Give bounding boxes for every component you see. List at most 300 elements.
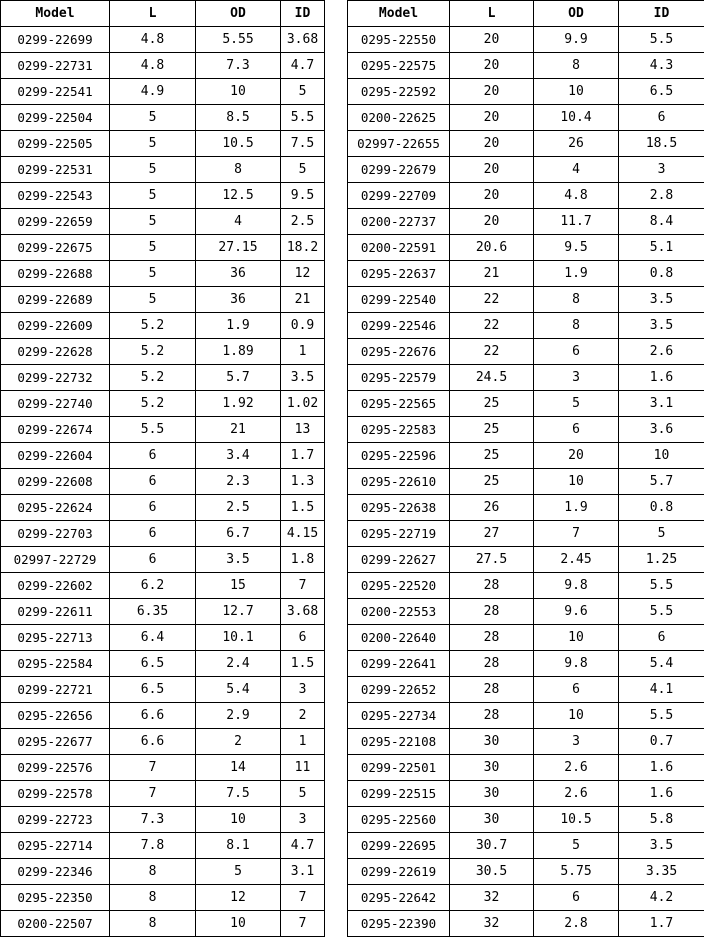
id-cell: 1 (281, 339, 325, 365)
od-cell: 8.5 (196, 105, 281, 131)
model-cell: 0295-22520 (348, 573, 450, 599)
od-cell: 5 (196, 859, 281, 885)
model-cell: 0299-22688 (1, 261, 110, 287)
table-row (348, 261, 704, 287)
table-row (348, 547, 704, 573)
l-cell: 20.6 (450, 235, 534, 261)
od-cell: 5 (534, 391, 619, 417)
od-cell: 10 (534, 625, 619, 651)
id-cell: 6.5 (619, 79, 704, 105)
id-cell: 12 (281, 261, 325, 287)
table-row (1, 183, 325, 209)
l-cell: 5.2 (110, 313, 196, 339)
table-row (348, 781, 704, 807)
l-cell: 32 (450, 911, 534, 937)
l-cell: 5 (110, 209, 196, 235)
l-cell: 20 (450, 27, 534, 53)
id-cell: 2.8 (619, 183, 704, 209)
model-cell: 0295-22610 (348, 469, 450, 495)
id-cell: 4.1 (619, 677, 704, 703)
table-row (1, 703, 325, 729)
table-row (348, 755, 704, 781)
l-cell: 24.5 (450, 365, 534, 391)
id-cell: 5.5 (619, 703, 704, 729)
od-cell: 21 (196, 417, 281, 443)
id-cell: 5.5 (619, 573, 704, 599)
table-row (348, 911, 704, 937)
model-cell: 0299-22619 (348, 859, 450, 885)
header-od: OD (534, 1, 619, 27)
model-cell: 0299-22659 (1, 209, 110, 235)
id-cell: 3.1 (619, 391, 704, 417)
model-cell: 0299-22609 (1, 313, 110, 339)
l-cell: 6.5 (110, 677, 196, 703)
l-cell: 28 (450, 703, 534, 729)
l-cell: 5.2 (110, 391, 196, 417)
table-row (1, 911, 325, 937)
model-cell: 0299-22731 (1, 53, 110, 79)
od-cell: 1.9 (534, 495, 619, 521)
table-row (1, 859, 325, 885)
model-cell: 0299-22709 (348, 183, 450, 209)
table-row (348, 365, 704, 391)
l-cell: 27 (450, 521, 534, 547)
od-cell: 26 (534, 131, 619, 157)
od-cell: 1.9 (534, 261, 619, 287)
table-row (1, 53, 325, 79)
od-cell: 10.4 (534, 105, 619, 131)
model-cell: 0299-22504 (1, 105, 110, 131)
l-cell: 5 (110, 287, 196, 313)
l-cell: 6.2 (110, 573, 196, 599)
model-cell: 0295-22108 (348, 729, 450, 755)
id-cell: 0.8 (619, 495, 704, 521)
model-cell: 0200-22640 (348, 625, 450, 651)
od-cell: 6.7 (196, 521, 281, 547)
model-cell: 0295-22677 (1, 729, 110, 755)
l-cell: 30.5 (450, 859, 534, 885)
table-row (1, 443, 325, 469)
model-cell: 0299-22674 (1, 417, 110, 443)
id-cell: 1.25 (619, 547, 704, 573)
table-row (348, 27, 704, 53)
id-cell: 3.6 (619, 417, 704, 443)
od-cell: 12 (196, 885, 281, 911)
model-cell: 0299-22608 (1, 469, 110, 495)
model-cell: 0295-22624 (1, 495, 110, 521)
l-cell: 25 (450, 391, 534, 417)
model-cell: 0299-22740 (1, 391, 110, 417)
l-cell: 20 (450, 209, 534, 235)
l-cell: 32 (450, 885, 534, 911)
od-cell: 9.8 (534, 651, 619, 677)
id-cell: 1.8 (281, 547, 325, 573)
table-row (1, 547, 325, 573)
od-cell: 9.6 (534, 599, 619, 625)
id-cell: 2.5 (281, 209, 325, 235)
od-cell: 15 (196, 573, 281, 599)
id-cell: 4.15 (281, 521, 325, 547)
id-cell: 5.8 (619, 807, 704, 833)
id-cell: 5.1 (619, 235, 704, 261)
spec-table-left (0, 0, 325, 937)
table-row (348, 53, 704, 79)
table-row (1, 677, 325, 703)
model-cell: 0200-22553 (348, 599, 450, 625)
table-row (1, 599, 325, 625)
table-row (348, 651, 704, 677)
od-cell: 4 (196, 209, 281, 235)
table-row (348, 677, 704, 703)
model-cell: 0200-22591 (348, 235, 450, 261)
l-cell: 30 (450, 755, 534, 781)
l-cell: 25 (450, 443, 534, 469)
table-row (1, 521, 325, 547)
table-row (348, 313, 704, 339)
id-cell: 3.5 (281, 365, 325, 391)
id-cell: 4.7 (281, 53, 325, 79)
id-cell: 1 (281, 729, 325, 755)
model-cell: 0295-22560 (348, 807, 450, 833)
model-cell: 0299-22652 (348, 677, 450, 703)
table-row (1, 261, 325, 287)
l-cell: 6.4 (110, 625, 196, 651)
id-cell: 5 (281, 781, 325, 807)
table-row (348, 885, 704, 911)
model-cell: 02997-22655 (348, 131, 450, 157)
l-cell: 30 (450, 807, 534, 833)
id-cell: 3.1 (281, 859, 325, 885)
id-cell: 1.3 (281, 469, 325, 495)
od-cell: 2.8 (534, 911, 619, 937)
model-cell: 0295-22714 (1, 833, 110, 859)
l-cell: 30 (450, 729, 534, 755)
l-cell: 28 (450, 651, 534, 677)
l-cell: 4.9 (110, 79, 196, 105)
model-cell: 0299-22505 (1, 131, 110, 157)
od-cell: 20 (534, 443, 619, 469)
l-cell: 28 (450, 599, 534, 625)
table-row (348, 599, 704, 625)
l-cell: 22 (450, 313, 534, 339)
l-cell: 22 (450, 287, 534, 313)
od-cell: 10 (196, 807, 281, 833)
od-cell: 6 (534, 417, 619, 443)
table-row (348, 157, 704, 183)
od-cell: 11.7 (534, 209, 619, 235)
id-cell: 11 (281, 755, 325, 781)
model-cell: 0299-22546 (348, 313, 450, 339)
header-id: ID (619, 1, 704, 27)
l-cell: 5.2 (110, 365, 196, 391)
id-cell: 6 (619, 105, 704, 131)
od-cell: 12.5 (196, 183, 281, 209)
model-cell: 0299-22604 (1, 443, 110, 469)
l-cell: 8 (110, 859, 196, 885)
model-cell: 0299-22628 (1, 339, 110, 365)
od-cell: 3 (534, 365, 619, 391)
id-cell: 1.6 (619, 781, 704, 807)
id-cell: 7 (281, 885, 325, 911)
model-cell: 0295-22734 (348, 703, 450, 729)
header-od: OD (196, 1, 281, 27)
table-row (1, 209, 325, 235)
table-row (1, 755, 325, 781)
od-cell: 7.5 (196, 781, 281, 807)
id-cell: 2 (281, 703, 325, 729)
model-cell: 0295-22638 (348, 495, 450, 521)
id-cell: 0.8 (619, 261, 704, 287)
od-cell: 5.55 (196, 27, 281, 53)
spec-table-right (347, 0, 704, 937)
od-cell: 2 (196, 729, 281, 755)
od-cell: 6 (534, 885, 619, 911)
model-cell: 0295-22592 (348, 79, 450, 105)
od-cell: 5.7 (196, 365, 281, 391)
id-cell: 5 (619, 521, 704, 547)
table-row (348, 443, 704, 469)
id-cell: 1.6 (619, 755, 704, 781)
od-cell: 10 (534, 469, 619, 495)
table-row (348, 235, 704, 261)
od-cell: 27.15 (196, 235, 281, 261)
id-cell: 4.3 (619, 53, 704, 79)
model-cell: 0299-22501 (348, 755, 450, 781)
od-cell: 10 (196, 79, 281, 105)
table-row (348, 833, 704, 859)
table-body-left (1, 27, 325, 937)
od-cell: 10.5 (534, 807, 619, 833)
table-row (348, 521, 704, 547)
id-cell: 5.5 (281, 105, 325, 131)
model-cell: 0299-22346 (1, 859, 110, 885)
id-cell: 21 (281, 287, 325, 313)
table-row (1, 781, 325, 807)
table-row (348, 807, 704, 833)
id-cell: 6 (619, 625, 704, 651)
id-cell: 3.68 (281, 599, 325, 625)
model-cell: 0299-22699 (1, 27, 110, 53)
id-cell: 3.5 (619, 833, 704, 859)
model-cell: 0299-22541 (1, 79, 110, 105)
model-cell: 0299-22531 (1, 157, 110, 183)
model-cell: 0299-22732 (1, 365, 110, 391)
od-cell: 5.75 (534, 859, 619, 885)
od-cell: 6 (534, 677, 619, 703)
model-cell: 0299-22703 (1, 521, 110, 547)
l-cell: 30 (450, 781, 534, 807)
model-cell: 0299-22627 (348, 547, 450, 573)
id-cell: 7 (281, 573, 325, 599)
header-l: L (110, 1, 196, 27)
od-cell: 7 (534, 521, 619, 547)
od-cell: 1.89 (196, 339, 281, 365)
l-cell: 5 (110, 183, 196, 209)
table-row (348, 469, 704, 495)
id-cell: 4.7 (281, 833, 325, 859)
l-cell: 6 (110, 469, 196, 495)
id-cell: 18.2 (281, 235, 325, 261)
id-cell: 5 (281, 79, 325, 105)
l-cell: 6 (110, 521, 196, 547)
l-cell: 25 (450, 417, 534, 443)
od-cell: 12.7 (196, 599, 281, 625)
table-row (1, 27, 325, 53)
od-cell: 14 (196, 755, 281, 781)
table-row (1, 573, 325, 599)
table-row (348, 573, 704, 599)
l-cell: 21 (450, 261, 534, 287)
model-cell: 0295-22579 (348, 365, 450, 391)
table-row (348, 495, 704, 521)
l-cell: 6.5 (110, 651, 196, 677)
l-cell: 30.7 (450, 833, 534, 859)
id-cell: 6 (281, 625, 325, 651)
l-cell: 6 (110, 495, 196, 521)
table-row (1, 235, 325, 261)
header-row (1, 1, 325, 27)
id-cell: 10 (619, 443, 704, 469)
l-cell: 5.2 (110, 339, 196, 365)
id-cell: 1.7 (619, 911, 704, 937)
id-cell: 7 (281, 911, 325, 937)
model-cell: 0295-22713 (1, 625, 110, 651)
model-cell: 0295-22719 (348, 521, 450, 547)
id-cell: 2.6 (619, 339, 704, 365)
od-cell: 9.8 (534, 573, 619, 599)
model-cell: 0295-22350 (1, 885, 110, 911)
table-row (348, 391, 704, 417)
od-cell: 4 (534, 157, 619, 183)
model-cell: 0200-22737 (348, 209, 450, 235)
table-row (348, 287, 704, 313)
l-cell: 20 (450, 157, 534, 183)
id-cell: 3 (281, 807, 325, 833)
l-cell: 5 (110, 131, 196, 157)
model-cell: 0299-22611 (1, 599, 110, 625)
l-cell: 20 (450, 131, 534, 157)
l-cell: 25 (450, 469, 534, 495)
l-cell: 20 (450, 79, 534, 105)
table-row (348, 79, 704, 105)
table-row (1, 625, 325, 651)
l-cell: 6.6 (110, 729, 196, 755)
table-row (1, 105, 325, 131)
header-row (348, 1, 704, 27)
model-cell: 0295-22656 (1, 703, 110, 729)
l-cell: 28 (450, 625, 534, 651)
header-model: Model (1, 1, 110, 27)
l-cell: 20 (450, 183, 534, 209)
l-cell: 4.8 (110, 27, 196, 53)
id-cell: 3.35 (619, 859, 704, 885)
model-cell: 0295-22642 (348, 885, 450, 911)
od-cell: 9.9 (534, 27, 619, 53)
od-cell: 36 (196, 261, 281, 287)
model-cell: 0299-22515 (348, 781, 450, 807)
l-cell: 6.35 (110, 599, 196, 625)
id-cell: 7.5 (281, 131, 325, 157)
od-cell: 2.3 (196, 469, 281, 495)
id-cell: 9.5 (281, 183, 325, 209)
od-cell: 10.1 (196, 625, 281, 651)
model-cell: 0200-22625 (348, 105, 450, 131)
model-cell: 0295-22575 (348, 53, 450, 79)
od-cell: 3.4 (196, 443, 281, 469)
table-row (1, 365, 325, 391)
table-row (1, 313, 325, 339)
od-cell: 7.3 (196, 53, 281, 79)
od-cell: 2.6 (534, 755, 619, 781)
table-row (1, 339, 325, 365)
id-cell: 5.4 (619, 651, 704, 677)
model-cell: 0299-22543 (1, 183, 110, 209)
model-cell: 0299-22679 (348, 157, 450, 183)
model-cell: 0295-22583 (348, 417, 450, 443)
table-row (1, 833, 325, 859)
od-cell: 1.92 (196, 391, 281, 417)
l-cell: 28 (450, 573, 534, 599)
od-cell: 4.8 (534, 183, 619, 209)
table-row (348, 131, 704, 157)
id-cell: 3 (619, 157, 704, 183)
id-cell: 13 (281, 417, 325, 443)
l-cell: 7 (110, 755, 196, 781)
l-cell: 6 (110, 443, 196, 469)
od-cell: 8.1 (196, 833, 281, 859)
model-cell: 0299-22578 (1, 781, 110, 807)
model-cell: 0295-22584 (1, 651, 110, 677)
table-row (348, 209, 704, 235)
id-cell: 18.5 (619, 131, 704, 157)
header-id: ID (281, 1, 325, 27)
table-row (1, 469, 325, 495)
od-cell: 2.4 (196, 651, 281, 677)
model-cell: 0299-22540 (348, 287, 450, 313)
id-cell: 5.7 (619, 469, 704, 495)
od-cell: 2.45 (534, 547, 619, 573)
l-cell: 20 (450, 105, 534, 131)
od-cell: 10 (534, 79, 619, 105)
od-cell: 2.5 (196, 495, 281, 521)
id-cell: 1.5 (281, 495, 325, 521)
table-row (1, 417, 325, 443)
od-cell: 10 (534, 703, 619, 729)
l-cell: 8 (110, 885, 196, 911)
l-cell: 6 (110, 547, 196, 573)
id-cell: 1.6 (619, 365, 704, 391)
id-cell: 5.5 (619, 599, 704, 625)
table-row (348, 105, 704, 131)
table-row (1, 807, 325, 833)
id-cell: 3.5 (619, 313, 704, 339)
table-row (348, 703, 704, 729)
l-cell: 6.6 (110, 703, 196, 729)
id-cell: 3 (281, 677, 325, 703)
id-cell: 1.7 (281, 443, 325, 469)
model-cell: 0200-22507 (1, 911, 110, 937)
l-cell: 5 (110, 105, 196, 131)
table-row (1, 391, 325, 417)
l-cell: 7.8 (110, 833, 196, 859)
l-cell: 28 (450, 677, 534, 703)
model-cell: 0295-22637 (348, 261, 450, 287)
id-cell: 5.5 (619, 27, 704, 53)
id-cell: 1.02 (281, 391, 325, 417)
od-cell: 3 (534, 729, 619, 755)
id-cell: 4.2 (619, 885, 704, 911)
od-cell: 2.9 (196, 703, 281, 729)
